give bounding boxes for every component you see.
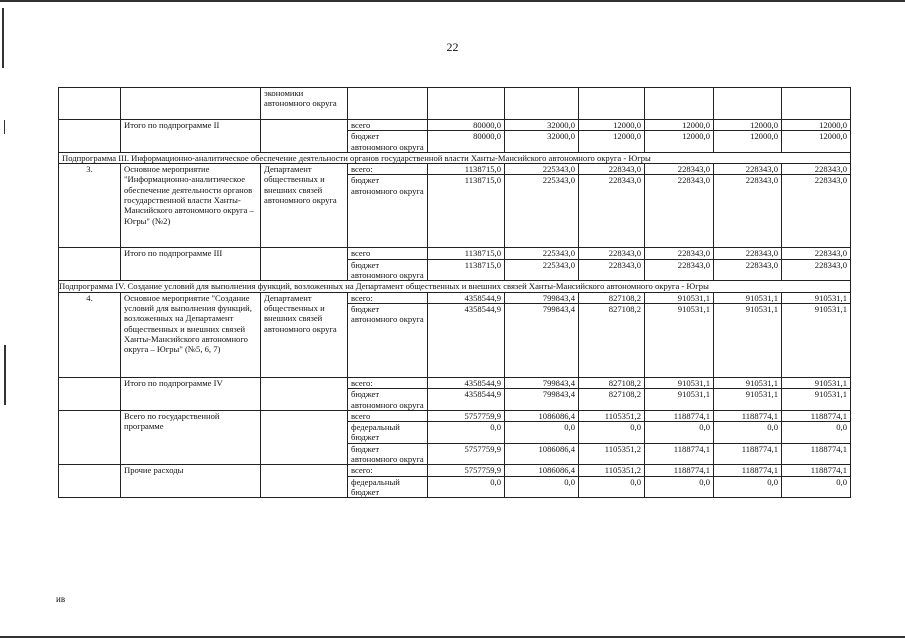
subprogram-header-row (59, 152, 851, 163)
value-cell: 12000,0 (782, 120, 851, 131)
value-cell: 0,0 (714, 476, 782, 498)
source-cell: всего: (348, 292, 428, 303)
scan-edge-bottom (0, 636, 905, 638)
value-cell: 225343,0 (505, 164, 579, 175)
value-cell: 0,0 (782, 422, 851, 444)
value-cell: 4358544,9 (428, 377, 505, 388)
value-cell: 228343,0 (714, 175, 782, 248)
value-cell: 910531,1 (714, 389, 782, 411)
row-name: Основное мероприятие "Создание условий для выполнения функций, возложенных на Департамент общественных и внешних связей Ханты-Мансийского автономного округа – Югры" (№5, 6, 7) (121, 292, 261, 377)
row-name: Прочие расходы (121, 465, 261, 498)
value-cell: 1086086,4 (505, 443, 579, 465)
value-cell: 910531,1 (645, 292, 714, 303)
value-cell: 5757759,9 (428, 465, 505, 476)
value-cell: 225343,0 (505, 175, 579, 248)
footer-mark: ив (56, 594, 66, 604)
scan-edge-top (0, 0, 905, 2)
value-cell: 0,0 (505, 422, 579, 444)
source-cell: всего (348, 248, 428, 259)
row-number: 3. (59, 164, 121, 248)
row-name: Итого по подпрограмме III (121, 248, 261, 281)
value-cell: 1105351,2 (579, 443, 645, 465)
value-cell: 4358544,9 (428, 303, 505, 377)
value-cell: 0,0 (714, 422, 782, 444)
value-cell: 799843,4 (505, 292, 579, 303)
value-cell: 0,0 (579, 476, 645, 498)
value-cell: 0,0 (505, 476, 579, 498)
value-cell: 910531,1 (782, 292, 851, 303)
value-cell: 799843,4 (505, 303, 579, 377)
executor-cell: экономики автономного округа (261, 88, 348, 120)
value-cell: 228343,0 (579, 259, 645, 281)
value-cell: 32000,0 (505, 120, 579, 131)
row-number: 4. (59, 292, 121, 377)
value-cell: 228343,0 (645, 248, 714, 259)
value-cell: 1138715,0 (428, 259, 505, 281)
source-cell: бюджет автономного округа (348, 303, 428, 377)
value-cell: 225343,0 (505, 248, 579, 259)
value-cell: 799843,4 (505, 377, 579, 388)
source-cell: всего: (348, 465, 428, 476)
table-row (59, 120, 851, 131)
source-cell: всего: (348, 164, 428, 175)
value-cell: 228343,0 (782, 175, 851, 248)
value-cell: 228343,0 (579, 248, 645, 259)
value-cell: 910531,1 (714, 377, 782, 388)
value-cell: 1138715,0 (428, 175, 505, 248)
source-cell: бюджет автономного округа (348, 175, 428, 248)
source-cell: федеральный бюджет (348, 476, 428, 498)
value-cell: 12000,0 (579, 120, 645, 131)
value-cell: 0,0 (645, 476, 714, 498)
value-cell: 1188774,1 (782, 410, 851, 421)
value-cell: 1188774,1 (714, 410, 782, 421)
value-cell: 1188774,1 (782, 443, 851, 465)
row-name: Всего по государственной программе (121, 410, 261, 464)
table-row (59, 248, 851, 259)
value-cell: 12000,0 (714, 120, 782, 131)
value-cell: 910531,1 (645, 377, 714, 388)
executor-cell: Департамент общественных и внешних связей автономного округа (261, 164, 348, 248)
value-cell: 1105351,2 (579, 465, 645, 476)
executor-cell: Департамент общественных и внешних связей автономного округа (261, 292, 348, 377)
value-cell: 910531,1 (714, 292, 782, 303)
source-cell: бюджет автономного округа (348, 259, 428, 281)
value-cell: 827108,2 (579, 303, 645, 377)
value-cell: 1086086,4 (505, 465, 579, 476)
value-cell: 4358544,9 (428, 292, 505, 303)
value-cell: 80000,0 (428, 131, 505, 153)
source-cell: всего (348, 410, 428, 421)
value-cell: 228343,0 (782, 259, 851, 281)
row-name: Основное мероприятие "Информационно-аналитическое обеспечение деятельности органов государственной власти Ханты-Мансийского автономного округа – Югры" (№2) (121, 164, 261, 248)
source-cell: всего (348, 120, 428, 131)
value-cell: 910531,1 (782, 389, 851, 411)
value-cell: 5757759,9 (428, 443, 505, 465)
table-row (59, 377, 851, 388)
value-cell: 1138715,0 (428, 248, 505, 259)
table-row (59, 88, 851, 120)
value-cell: 1188774,1 (645, 443, 714, 465)
value-cell: 228343,0 (714, 248, 782, 259)
source-cell: федеральный бюджет (348, 422, 428, 444)
value-cell: 12000,0 (645, 131, 714, 153)
value-cell: 1086086,4 (505, 410, 579, 421)
value-cell: 1188774,1 (645, 410, 714, 421)
value-cell: 1188774,1 (714, 443, 782, 465)
row-name: Итого по подпрограмме II (121, 120, 261, 153)
value-cell: 0,0 (579, 422, 645, 444)
value-cell: 12000,0 (714, 131, 782, 153)
value-cell: 910531,1 (714, 303, 782, 377)
value-cell: 228343,0 (645, 175, 714, 248)
value-cell: 1105351,2 (579, 410, 645, 421)
value-cell: 228343,0 (782, 248, 851, 259)
row-name: Итого по подпрограмме IV (121, 377, 261, 410)
value-cell: 228343,0 (782, 164, 851, 175)
scan-edge-left-mark (4, 345, 6, 405)
value-cell: 228343,0 (714, 259, 782, 281)
value-cell: 910531,1 (645, 389, 714, 411)
value-cell: 827108,2 (579, 377, 645, 388)
value-cell: 799843,4 (505, 389, 579, 411)
value-cell: 827108,2 (579, 389, 645, 411)
value-cell: 228343,0 (579, 175, 645, 248)
source-cell: бюджет автономного округа (348, 131, 428, 153)
table-row (59, 410, 851, 421)
value-cell: 0,0 (428, 476, 505, 498)
source-cell: всего: (348, 377, 428, 388)
budget-table (58, 87, 851, 498)
value-cell: 1188774,1 (714, 465, 782, 476)
page-number: 22 (446, 40, 459, 54)
source-cell: бюджет автономного округа (348, 389, 428, 411)
value-cell: 12000,0 (579, 131, 645, 153)
scan-edge-left-mark (4, 120, 5, 134)
value-cell: 228343,0 (645, 164, 714, 175)
table-row (59, 164, 851, 175)
subprogram-header-row (59, 281, 851, 292)
value-cell: 910531,1 (782, 377, 851, 388)
value-cell: 228343,0 (579, 164, 645, 175)
value-cell: 827108,2 (579, 292, 645, 303)
value-cell: 4358544,9 (428, 389, 505, 411)
value-cell: 80000,0 (428, 120, 505, 131)
value-cell: 225343,0 (505, 259, 579, 281)
value-cell: 12000,0 (782, 131, 851, 153)
value-cell: 1188774,1 (782, 465, 851, 476)
scan-edge-left (2, 8, 4, 68)
table-row (59, 292, 851, 303)
value-cell: 0,0 (645, 422, 714, 444)
value-cell: 12000,0 (645, 120, 714, 131)
source-cell: бюджет автономного округа (348, 443, 428, 465)
value-cell: 5757759,9 (428, 410, 505, 421)
value-cell: 228343,0 (645, 259, 714, 281)
value-cell: 1188774,1 (645, 465, 714, 476)
value-cell: 910531,1 (645, 303, 714, 377)
value-cell: 228343,0 (714, 164, 782, 175)
value-cell: 910531,1 (782, 303, 851, 377)
subprogram-title: Подпрограмма III. Информационно-аналитическое обеспечение деятельности органов государственной власти Ханты-Мансийского автономного округа - Югры (59, 152, 851, 163)
value-cell: 0,0 (428, 422, 505, 444)
table-row (59, 465, 851, 476)
value-cell: 32000,0 (505, 131, 579, 153)
subprogram-title: Подпрограмма IV. Создание условий для выполнения функций, возложенных на Департамент общественных и внешних связей Ханты-Мансийского автономного округа - Югры (59, 281, 851, 292)
value-cell: 0,0 (782, 476, 851, 498)
value-cell: 1138715,0 (428, 164, 505, 175)
